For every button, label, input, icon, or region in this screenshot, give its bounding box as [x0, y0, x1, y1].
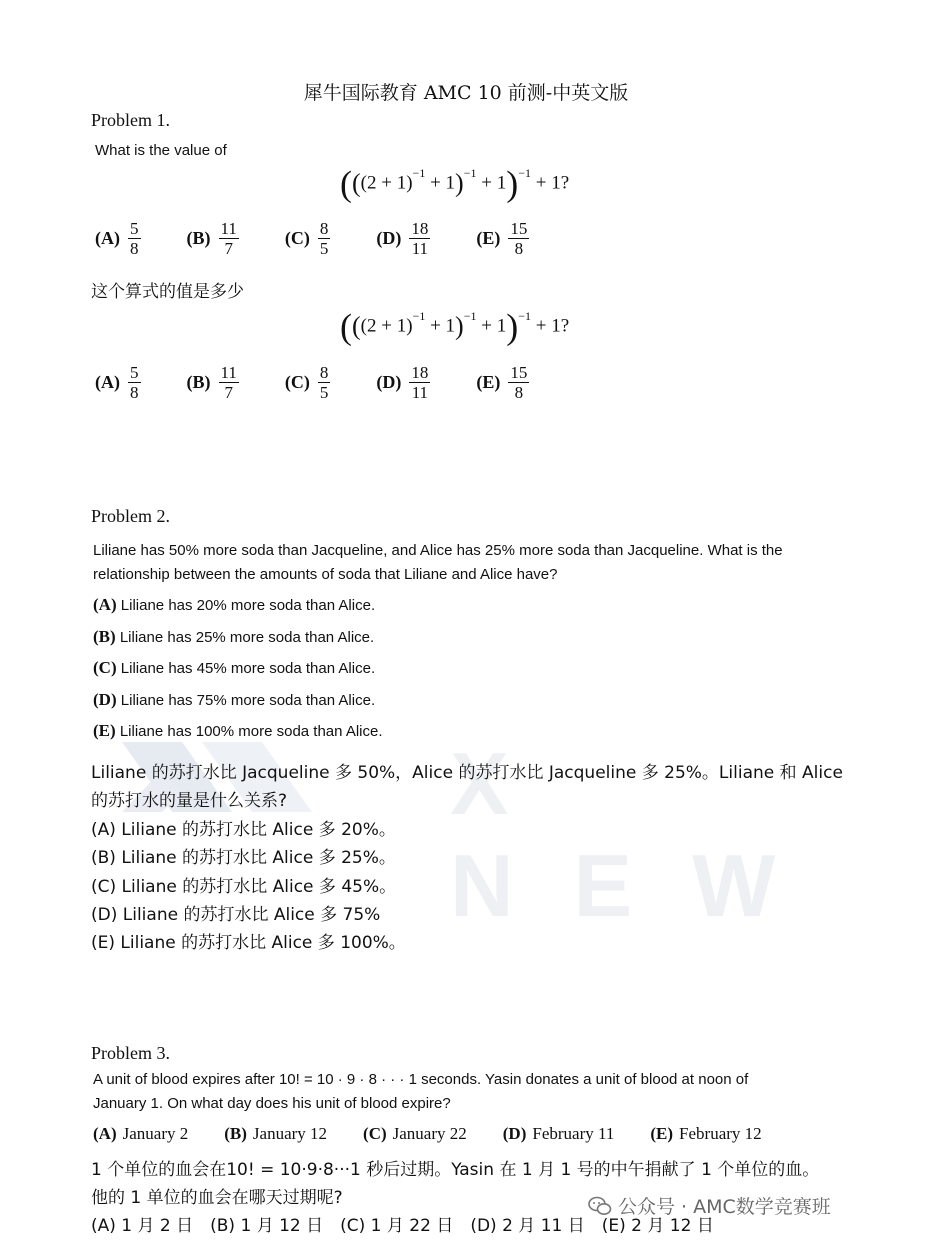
choice-e: (E) $\frac{15}{8}$ [476, 363, 528, 402]
problem-2-option-c: (C) Liliane has 45% more soda than Alice. [93, 658, 376, 677]
choice-d: (D) $\frac{18}{11}$ [376, 363, 429, 402]
choice-c: (C) $\frac{8}{5}$ [284, 219, 329, 258]
choice-a: (A) $\frac{5}{8}$ [95, 219, 139, 258]
problem-2-question-zh-line2: 的苏打水的量是什么关系? [91, 791, 288, 811]
problem-3-title: Problem 3. [91, 1043, 170, 1063]
choice-e: (E) $\frac{15}{8}$ [476, 219, 528, 258]
problem-2-question-en-line1: Liliane has 50% more soda than Jacqueline, and Alice has 25% more soda than Jacqueline. What is the [93, 542, 783, 559]
problem-1-choices-en [95, 219, 575, 258]
wechat-icon [588, 1194, 612, 1218]
problem-1-expression-en: $(((2 + 1)^{-1} + 1)^{-1} + 1)^{-1} + 1$? [340, 163, 570, 204]
problem-2-option-a: (A) Liliane has 20% more soda than Alice. [93, 595, 376, 614]
problem-3-question-zh-line2: 他的 1 单位的血会在哪天过期呢? [91, 1188, 343, 1208]
problem-2-option-zh-d: (D) Liliane 的苏打水比 Alice 多 75% [91, 905, 381, 925]
wechat-account-badge [588, 1192, 831, 1219]
problem-2-option-b: (B) Liliane has 25% more soda than Alice. [93, 627, 375, 646]
choice-d: (D) February 11 [502, 1124, 615, 1143]
choice-a: (A) January 2 [93, 1124, 189, 1143]
problem-2-option-zh-b: (B) Liliane 的苏打水比 Alice 多 25%。 [91, 848, 396, 868]
problem-1-expression-zh: $(((2 + 1)^{-1} + 1)^{-1} + 1)^{-1} + 1$? [340, 306, 570, 347]
problem-2-option-d: (D) Liliane has 75% more soda than Alice. [93, 690, 376, 709]
choice-d: (D) $\frac{18}{11}$ [376, 219, 429, 258]
choice-b: (B) $\frac{11}{7}$ [186, 219, 237, 258]
problem-1-choices-zh [95, 363, 575, 402]
problem-1-question-en: What is the value of [95, 142, 227, 159]
problem-1-question-zh: 这个算式的值是多少 [91, 282, 244, 302]
choice-c: (C) $\frac{8}{5}$ [284, 363, 329, 402]
choice-a: (A) $\frac{5}{8}$ [95, 363, 139, 402]
problem-2-option-zh-a: (A) Liliane 的苏打水比 Alice 多 20%。 [91, 820, 396, 840]
problem-3-choices-en [93, 1124, 762, 1144]
problem-2-question-zh-line1: Liliane 的苏打水比 Jacqueline 多 50%，Alice 的苏打水比 Jacqueline 多 25%。Liliane 和 Alice [91, 763, 843, 783]
choice-e: (E) February 12 [650, 1124, 762, 1143]
choice-b: (B) January 12 [224, 1124, 328, 1143]
problem-2-option-e: (E) Liliane has 100% more soda than Alice. [93, 721, 383, 740]
wechat-account-name: 公众号 · AMC数学竞赛班 [618, 1196, 831, 1218]
problem-2-title: Problem 2. [91, 506, 170, 526]
problem-3-question-en-line1: A unit of blood expires after 10! = 10 · 9 · 8 · · · 1 seconds. Yasin donates a unit of blood at noon of [93, 1071, 749, 1088]
problem-1-title: Problem 1. [91, 110, 170, 130]
problem-3-choices-zh: (A) 1 月 2 日 (B) 1 月 12 日 (C) 1 月 22 日 (D) 2 月 11 日 (E) 2 月 12 日 [91, 1216, 714, 1236]
problem-2-option-zh-c: (C) Liliane 的苏打水比 Alice 多 45%。 [91, 877, 397, 897]
document-title: 犀牛国际教育 AMC 10 前测-中英文版 [303, 82, 629, 104]
problem-2-question-en-line2: relationship between the amounts of soda that Liliane and Alice have? [93, 566, 558, 583]
problem-3-question-en-line2: January 1. On what day does his unit of blood expire? [93, 1095, 451, 1112]
problem-3-question-zh-line1: 1 个单位的血会在10! = 10·9·8···1 秒后过期。Yasin 在 1 月 1 号的中午捐献了 1 个单位的血。 [91, 1160, 820, 1180]
problem-2-option-zh-e: (E) Liliane 的苏打水比 Alice 多 100%。 [91, 933, 406, 953]
choice-b: (B) $\frac{11}{7}$ [186, 363, 237, 402]
choice-c: (C) January 22 [363, 1124, 467, 1143]
watermark-text: X NEW [450, 734, 836, 935]
